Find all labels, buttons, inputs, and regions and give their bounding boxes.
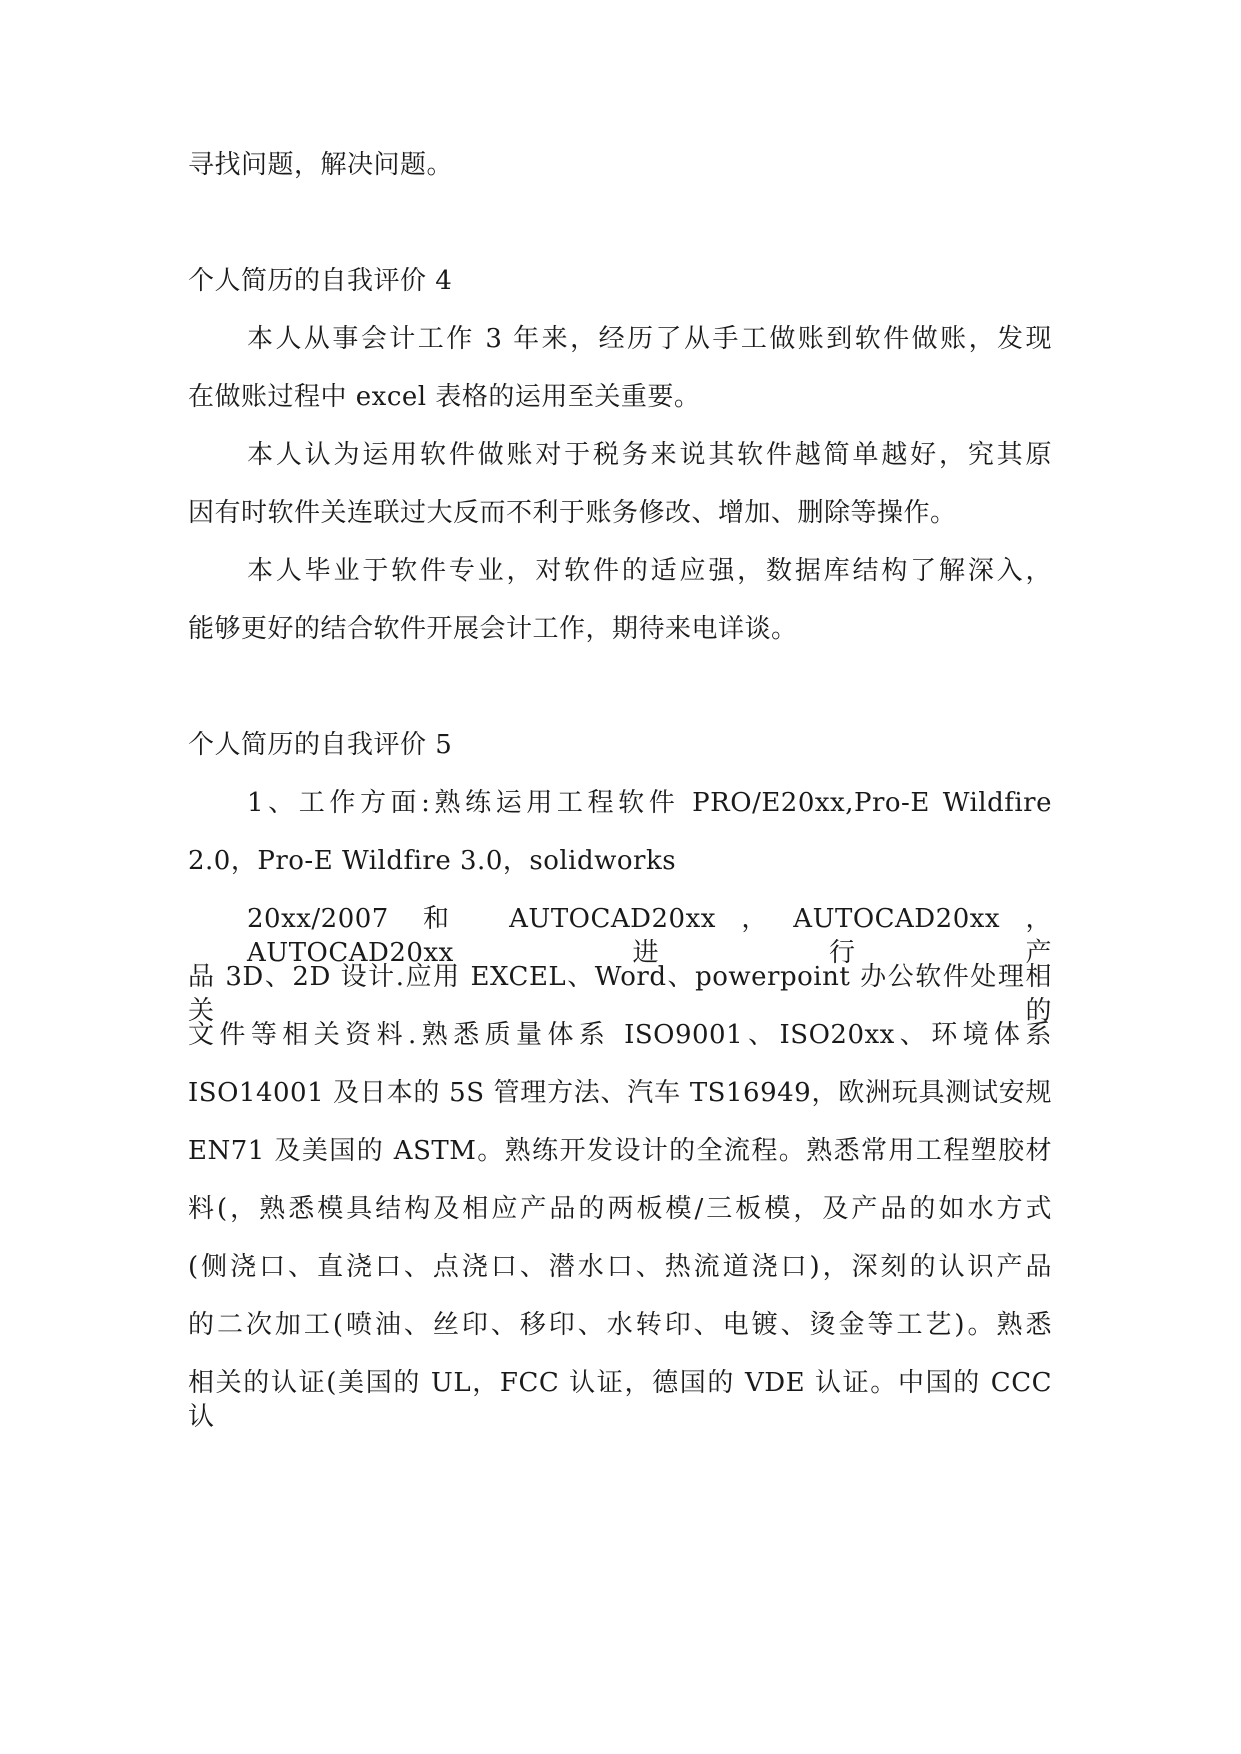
paragraph-line: 在做账过程中 excel 表格的运用至关重要。 [188, 382, 701, 412]
paragraph-line: ISO14001 及日本的 5S 管理方法、汽车 TS16949，欧洲玩具测试安规 [188, 1078, 1052, 1108]
paragraph-line: 能够更好的结合软件开展会计工作，期待来电详谈。 [188, 614, 798, 644]
paragraph-line: 2.0，Pro-E Wildfire 3.0，solidworks [188, 846, 677, 876]
paragraph-line: 品 3D、2D 设计.应用 EXCEL、Word、powerpoint 办公软件处理相关的 [188, 962, 1052, 1026]
section-heading: 个人简历的自我评价 5 [188, 730, 453, 760]
paragraph-line: EN71 及美国的 ASTM。熟练开发设计的全流程。熟悉常用工程塑胶材 [188, 1136, 1052, 1166]
paragraph-line: 的二次加工(喷油、丝印、移印、水转印、电镀、烫金等工艺)。熟悉 [188, 1310, 1052, 1340]
paragraph-line: 料(，熟悉模具结构及相应产品的两板模/三板模，及产品的如水方式 [188, 1194, 1052, 1224]
paragraph-line: 本人认为运用软件做账对于税务来说其软件越简单越好，究其原 [247, 440, 1052, 470]
paragraph-line: (侧浇口、直浇口、点浇口、潜水口、热流道浇口)，深刻的认识产品 [188, 1252, 1052, 1282]
section-heading: 个人简历的自我评价 4 [188, 266, 453, 296]
paragraph-line: 20xx/2007 和 AUTOCAD20xx，AUTOCAD20xx，AUTOCAD20xx 进行产 [247, 904, 1052, 968]
paragraph-line: 相关的认证(美国的 UL，FCC 认证，德国的 VDE 认证。中国的 CCC 认 [188, 1368, 1052, 1432]
paragraph-line: 文件等相关资料.熟悉质量体系 ISO9001、ISO20xx、环境体系 [188, 1020, 1052, 1050]
paragraph-line: 本人从事会计工作 3 年来，经历了从手工做账到软件做账，发现 [247, 324, 1052, 354]
paragraph-line: 本人毕业于软件专业，对软件的适应强，数据库结构了解深入， [247, 556, 1052, 586]
paragraph-line: 寻找问题，解决问题。 [188, 150, 454, 180]
paragraph-line: 因有时软件关连联过大反而不利于账务修改、增加、删除等操作。 [188, 498, 957, 528]
paragraph-line: 1、工作方面:熟练运用工程软件 PRO/E20xx,Pro-E Wildfire [247, 788, 1052, 818]
